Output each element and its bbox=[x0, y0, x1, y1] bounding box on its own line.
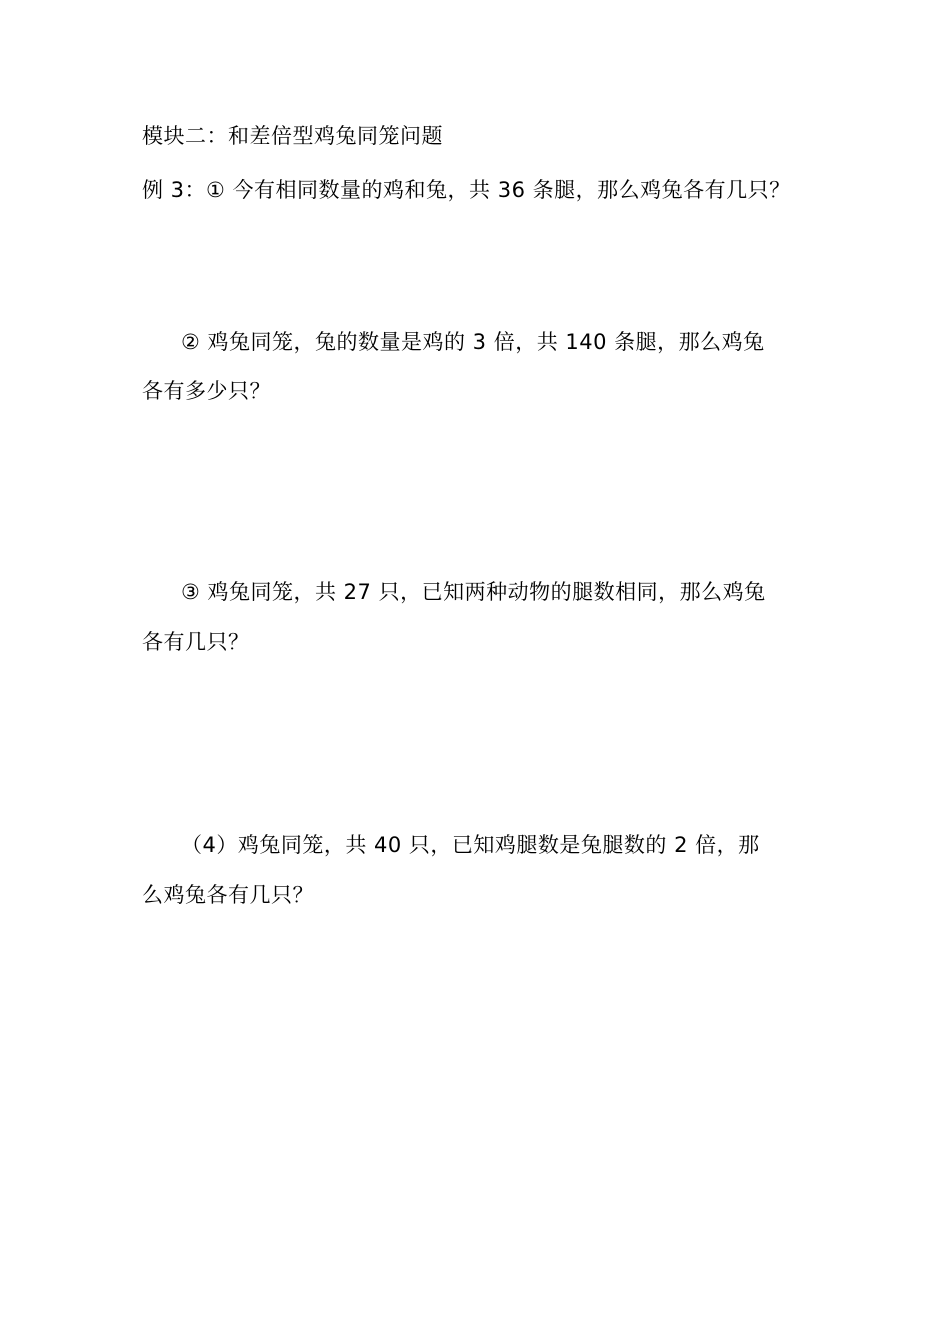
question-4-line-2: 么鸡兔各有几只？ bbox=[142, 883, 314, 907]
question-3-line-1: ③ 鸡兔同笼，共 27 只，已知两种动物的腿数相同，那么鸡兔 bbox=[181, 580, 766, 604]
question-2-line-1: ② 鸡兔同笼，兔的数量是鸡的 3 倍，共 140 条腿，那么鸡兔 bbox=[181, 330, 765, 354]
question-4-line-1: （4）鸡兔同笼，共 40 只，已知鸡腿数是兔腿数的 2 倍，那 bbox=[181, 833, 760, 857]
question-2-line-2: 各有多少只？ bbox=[142, 379, 271, 403]
example-label: 例 3： bbox=[142, 178, 207, 202]
question-3-line-2: 各有几只？ bbox=[142, 630, 250, 654]
question-1-text: ① 今有相同数量的鸡和兔，共 36 条腿，那么鸡兔各有几只？ bbox=[206, 178, 791, 202]
module-title: 模块二：和差倍型鸡兔同笼问题 bbox=[142, 124, 443, 148]
example-1-line bbox=[142, 175, 791, 205]
